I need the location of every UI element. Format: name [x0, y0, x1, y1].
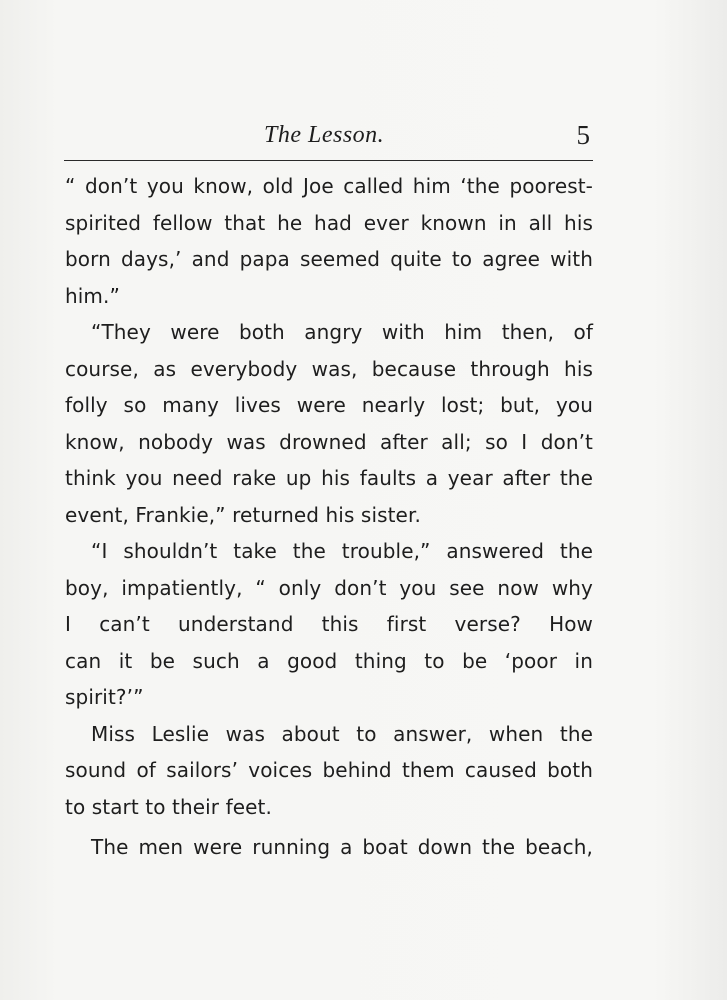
page-header: [64, 118, 594, 158]
text-line: Miss Leslie was about to answer, when the: [91, 721, 593, 746]
text-line: born days,’ and papa seemed quite to agree with: [65, 247, 593, 271]
text-line: “I shouldn’t take the trouble,” answered the: [91, 539, 593, 563]
text-line: event, Frankie,” returned his sister.: [65, 502, 421, 527]
page-number: 5: [576, 120, 590, 150]
text-line: think you need rake up his faults a year after the: [65, 466, 593, 490]
text-line: know, nobody was drowned after all; so I don’t: [65, 429, 593, 454]
text-line: him.”: [65, 283, 120, 308]
body-text: [65, 168, 593, 866]
text-line: “ don’t you know, old Joe called him ‘the poorest-: [65, 174, 593, 198]
text-line: boy, impatiently, “ only don’t you see now why: [65, 575, 593, 600]
text-line: can it be such a good thing to be ‘poor in: [65, 648, 593, 673]
text-line: The men were running a boat down the beach,: [91, 835, 593, 859]
text-line: sound of sailors’ voices behind them caused both: [65, 758, 593, 782]
text-line: “They were both angry with him then, of: [91, 320, 593, 344]
text-line: spirit?’”: [65, 685, 144, 709]
text-line: spirited fellow that he had ever known in all his: [65, 210, 593, 235]
header-rule: [64, 160, 593, 161]
text-line: course, as everybody was, because through his: [65, 356, 593, 381]
running-title: The Lesson.: [264, 122, 385, 148]
text-line: I can’t understand this first verse? How: [65, 612, 593, 636]
text-line: folly so many lives were nearly lost; but, you: [65, 393, 593, 417]
text-line: to start to their feet.: [65, 794, 272, 819]
